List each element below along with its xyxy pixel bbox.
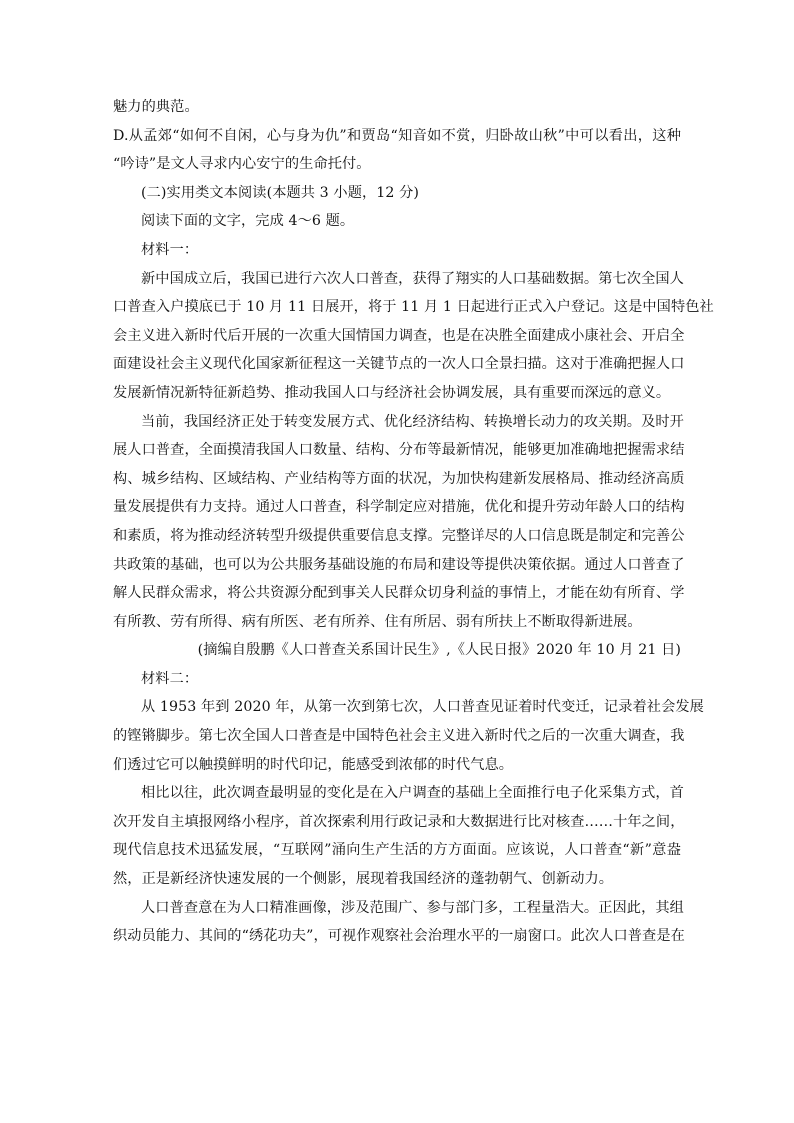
paragraph-line: 现代信息技术迅猛发展，“互联网”涌向生产生活的方方面面。应该说，人口普查“新”意盎 [113, 842, 681, 859]
paragraph-line: 有所教、劳有所得、病有所医、老有所养、住有所居、弱有所扶上不断取得新进展。 [113, 613, 642, 630]
paragraph-line: 展人口普查，全面摸清我国人口数量、结构、分布等最新情况，能够更加准确地把握需求结 [113, 442, 685, 459]
material-one-heading: 材料一： [141, 241, 199, 258]
paragraph-line: 解人民群众需求，将公共资源分配到事关人民群众切身利益的事情上，才能在幼有所育、学 [113, 585, 685, 602]
paragraph-line: 和素质，将为推动经济转型升级提供重要信息支撑。完整详尽的人口信息既是制定和完善公 [113, 527, 685, 544]
paragraph-line: 共政策的基础，也可以为公共服务基础设施的布局和建设等提供决策依据。通过人口普查了 [113, 556, 685, 573]
paragraph-line: 新中国成立后，我国已进行六次人口普查，获得了翔实的人口基础数据。第七次全国人 [141, 270, 684, 287]
paragraph-line: 次开发自主填报网络小程序，首次探索利用行政记录和大数据进行比对核查……十年之间， [113, 813, 685, 830]
source-citation: (摘编自殷鹏《人口普查关系国计民生》,《人民日报》2020 年 10 月 21 日) [197, 642, 681, 659]
instruction: 阅读下面的文字，完成 4～6 题。 [141, 213, 355, 230]
paragraph-line: 构、城乡结构、区域结构、产业结构等方面的状况，为加快构建新发展格局、推动经济高质 [113, 470, 685, 487]
paragraph-line: 发展新情况新特征新趋势、推动我国人口与经济社会协调发展，具有重要而深远的意义。 [113, 384, 671, 401]
text-line: 魅力的典范。 [113, 99, 199, 115]
section-heading: (二)实用类文本阅读(本题共 3 小题，12 分) [141, 184, 420, 201]
text-line: “吟诗”是文人寻求内心安宁的生命托付。 [113, 156, 371, 173]
paragraph-line: 会主义进入新时代后开展的一次重大国情国力调查，也是在决胜全面建成小康社会、开启全 [113, 327, 685, 344]
paragraph-line: 然，正是新经济快速发展的一个侧影，展现着我国经济的蓬勃朝气、创新动力。 [113, 871, 614, 888]
paragraph-line: 当前，我国经济正处于转变发展方式、优化经济结构、转换增长动力的攻关期。及时开 [141, 413, 684, 430]
paragraph-line: 的铿锵脚步。第七次全国人口普查是中国特色社会主义进入新时代之后的一次重大调查，我 [113, 728, 685, 745]
document-page [113, 96, 714, 954]
paragraph-line: 相比以往，此次调查最明显的变化是在入户调查的基础上全面推行电子化采集方式，首 [141, 785, 684, 802]
paragraph-line: 人口普查意在为人口精准画像，涉及范围广、参与部门多，工程量浩大。正因此，其组 [141, 899, 684, 916]
paragraph-line: 口普查入户摸底已于 10 月 11 日展开，将于 11 月 1 日起进行正式入户登记。这是中国特色社 [113, 299, 714, 316]
option-d-line: D.从孟郊“如何不自闲，心与身为仇”和贾岛“知音如不赏，归卧故山秋”中可以看出，这种 [113, 127, 681, 144]
paragraph-line: 织动员能力、其间的“绣花功夫”，可视作观察社会治理水平的一扇窗口。此次人口普查是在 [113, 928, 685, 945]
material-two-heading: 材料二： [141, 670, 199, 687]
paragraph-line: 们透过它可以触摸鲜明的时代印记，能感受到浓郁的时代气息。 [113, 756, 514, 773]
paragraph-line: 面建设社会主义现代化国家新征程这一关键节点的一次人口全景扫描。这对于准确把握人口 [113, 356, 685, 373]
paragraph-line: 量发展提供有力支持。通过人口普查，科学制定应对措施，优化和提升劳动年龄人口的结构 [113, 499, 685, 516]
paragraph-line: 从 1953 年到 2020 年，从第一次到第七次，人口普查见证着时代变迁，记录着社会发展 [141, 699, 704, 716]
